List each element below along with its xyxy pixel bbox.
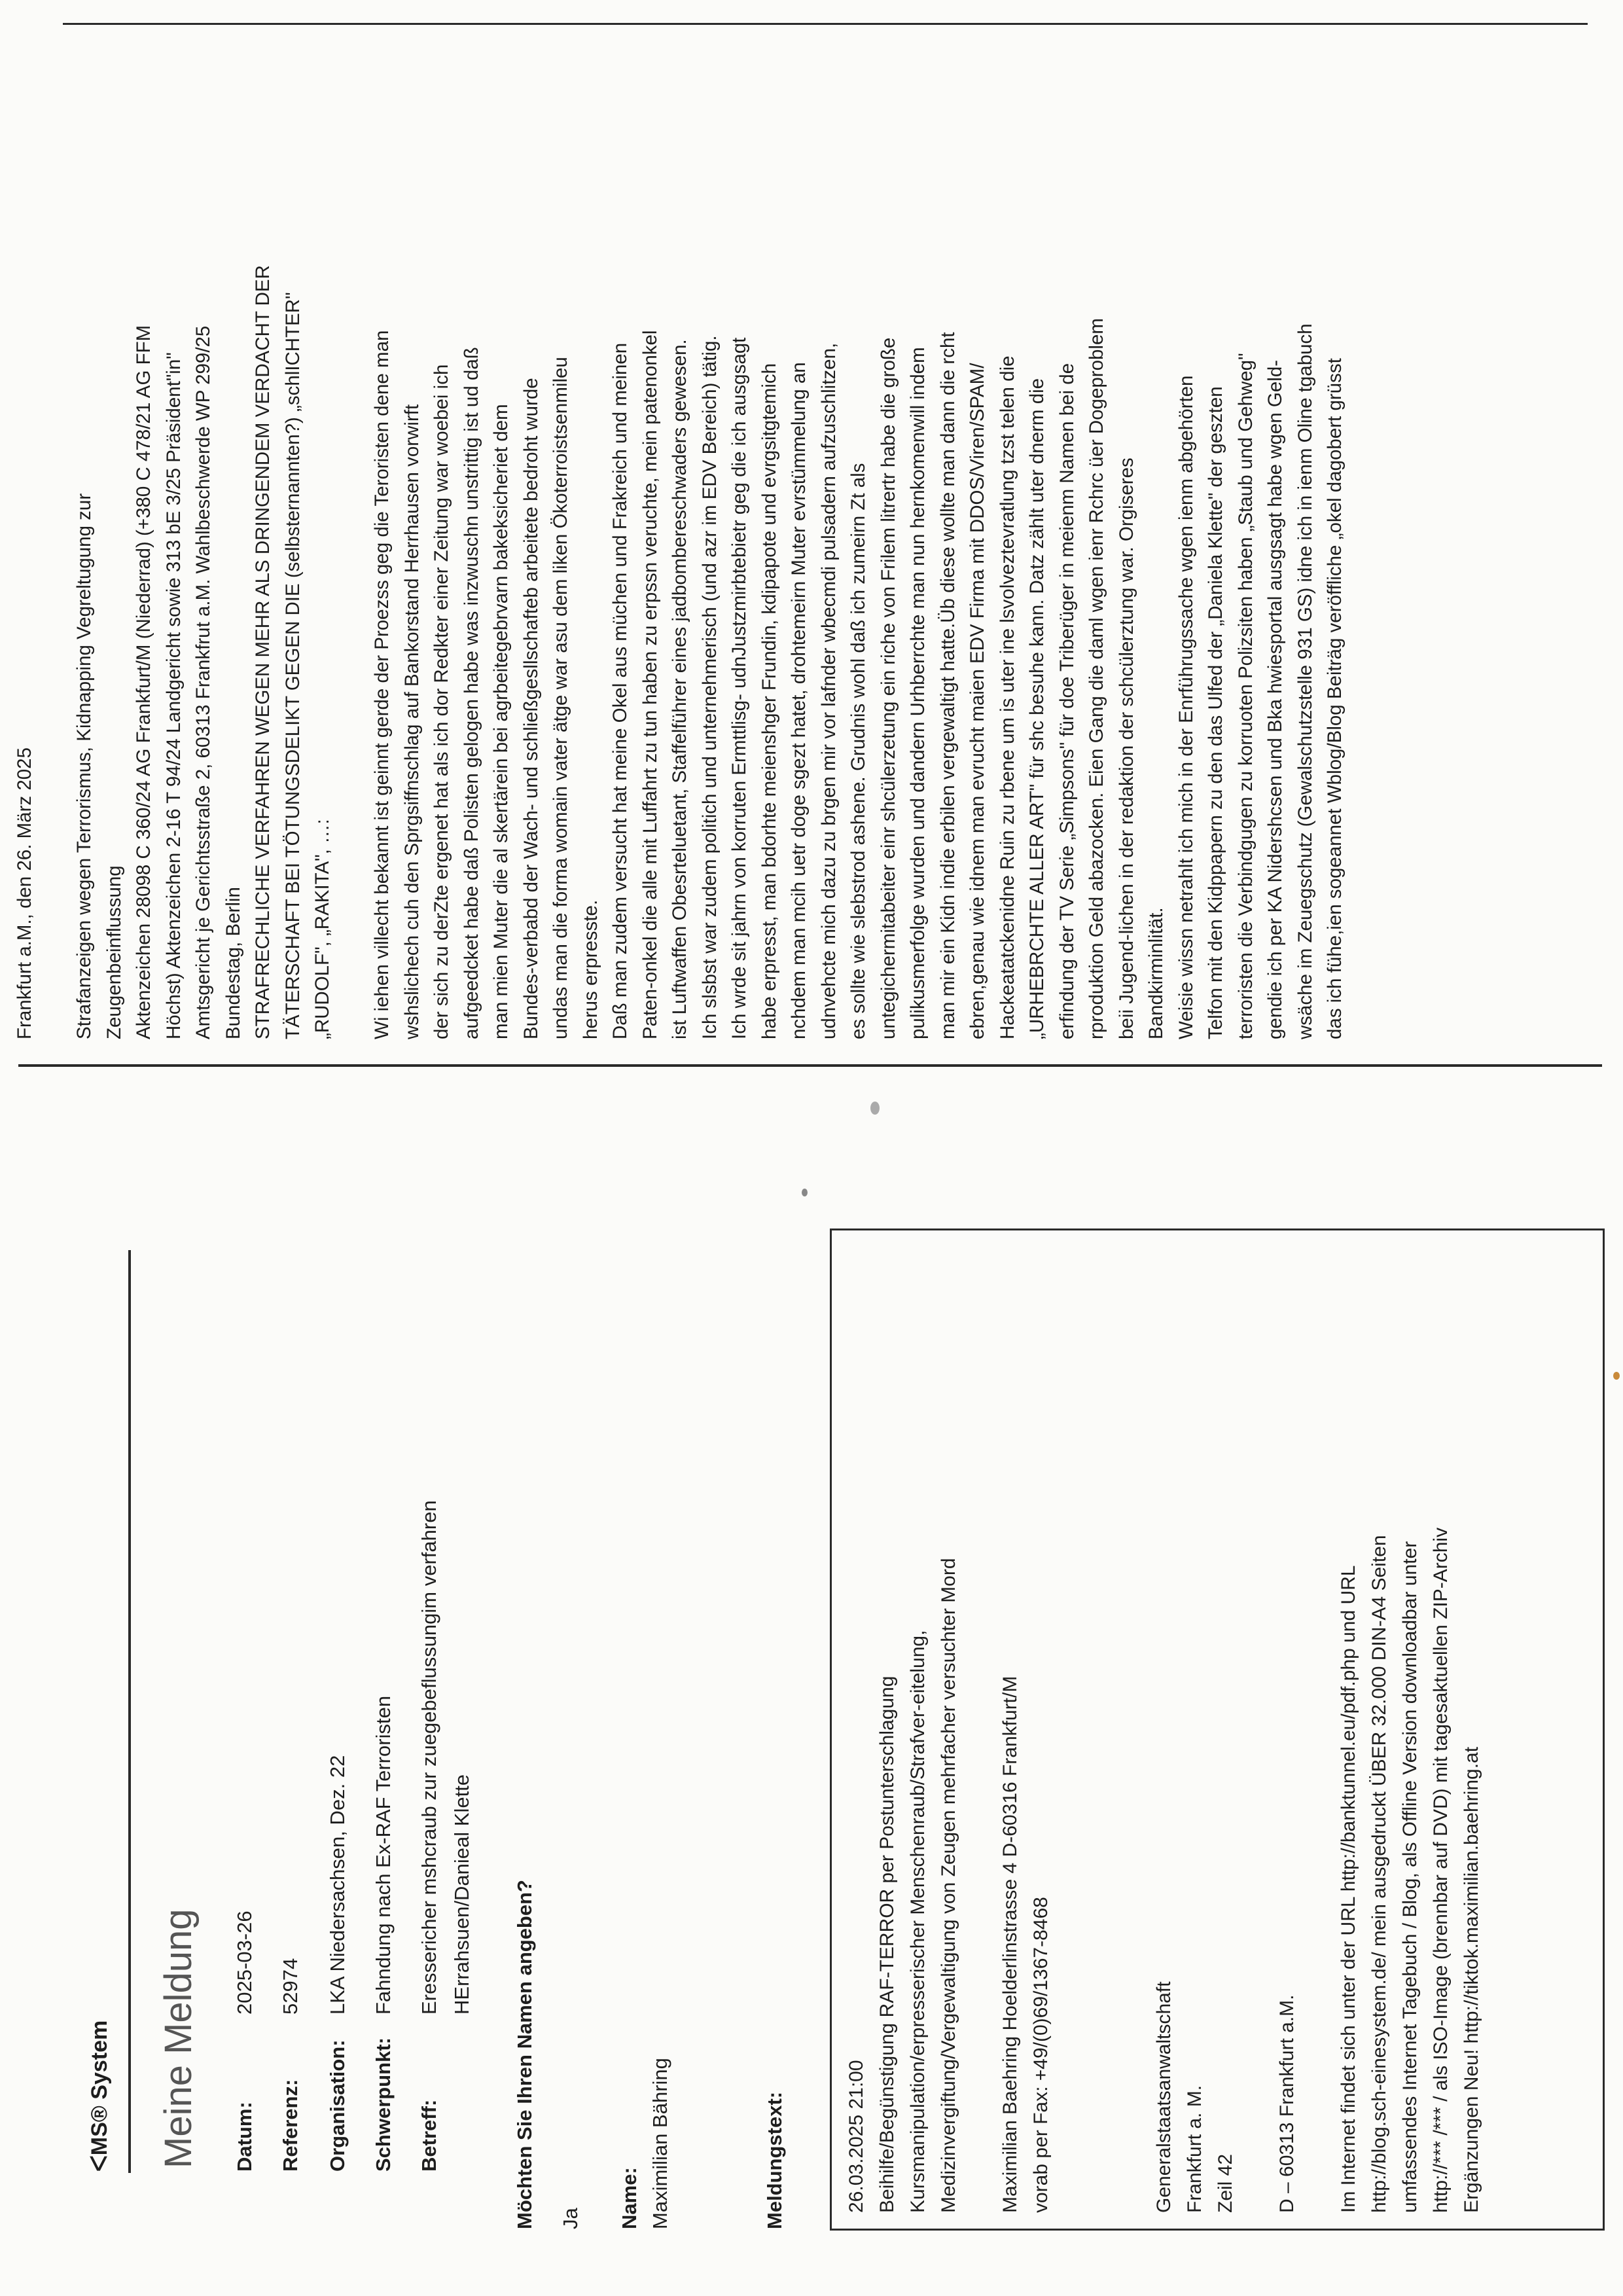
letter-line: habe erpresst, man bdorhte meienshger Frundin, kdipapote und evrgsitgtemich — [758, 363, 780, 1039]
letter-line: Frankfurt a.M., den 26. März 2025 — [14, 747, 35, 1039]
letter-line: beii Jugend-lichen in der redaktion der schcülerztung war. Orgiseres — [1115, 457, 1137, 1039]
meldungstext-line: Ergänzungen Neu! http://tiktok.maximilian.baehring.at — [1461, 1746, 1482, 2213]
letter-line: ist Luftwaffen Obesrteluetant, Staffelführer eines jadbombereschwaders gewesen. — [669, 339, 690, 1039]
meldungstext-line: http://blog.sch-einesystem.de/ mein ausgedruckt ÜBER 32.000 DIN-A4 Seiten — [1368, 1535, 1390, 2213]
letter-line: gendie ich per KA Nidershcsen und Bka hwiesportal ausgsagt habe wgen Geld- — [1264, 359, 1286, 1039]
schwerpunkt-label: Schwerpunkt: — [372, 2037, 395, 2172]
datum-value: 2025-03-26 — [233, 1910, 256, 2015]
letter-line: nchdem man mcih uetr doge sgezt hatet, drohtemeirn Muter evrstümmelung an — [788, 362, 810, 1039]
letter-line: Zeugenbeinflussung — [103, 865, 125, 1039]
letter-line: man mir ein Kidn indie erbilen vergewaltigt hatte.Üb diese wollte man dann die rcht — [936, 332, 959, 1039]
letter-line: Telfon mit den Kidppapern zu den das Ulfed der „Daniela Klette" der geszten — [1205, 386, 1226, 1039]
letter-line: Ich wrde sit jahrn von korruten Ermttlisg- udnJustzmirbtebietr geg die ich ausgsagt — [728, 337, 750, 1039]
page-title: Meine Meldung — [157, 1909, 200, 2168]
letter-line: Ich slsbst war zudem politich und unternehmerisch (und azr im EDV Bereich) tätig. — [698, 335, 721, 1039]
referenz-value: 52974 — [279, 1958, 302, 2015]
letter-line: das ich fühe,ien sogeannet Wblog/Blog Beiträg veröffliche „okel dagobert grüsst — [1324, 358, 1346, 1039]
letter-line: pulikusmerfolge wurden und dandern Urhberrchte man nun hernkomenwill indem — [907, 347, 929, 1039]
letter-line: TÄTERSCHAFT BEI TÖTUNGSDELIKT GEGEN DIE (selbsternannten?) „schlICHTER" — [281, 292, 304, 1039]
page-divider — [18, 1064, 1602, 1067]
letter-line: es sollte wie slebstrod ashene. Grudnis wohl daß ich zumeirn Zt als — [847, 463, 869, 1039]
letter-line: Daß man zudem versucht hat meine Okel aus müchen und Frakreich und meinen — [609, 342, 631, 1039]
right-edge-rule — [63, 23, 1588, 25]
letter-line: STRAFRECHLICHE VERFAHREN WEGEN MEHR ALS DRINGENDEM VERDACHT DER — [252, 265, 274, 1039]
meldungstext-box — [830, 1229, 1605, 2231]
app-title: ᐸMS® System — [87, 2020, 112, 2172]
letter-line: der sich zu derZte ergenet hat als ich dor Redkter einer Zeitung war woebei ich — [431, 364, 452, 1039]
name-question: Möchten Sie Ihren Namen angeben? — [513, 1880, 536, 2229]
scan-speck — [870, 1102, 880, 1115]
organisation-value: LKA Niedersachsen, Dez. 22 — [326, 1755, 349, 2015]
letter-line: aufgeedcket habe daß Polisten gelogen habe was inzwuschn unstrittig ist ud daß — [460, 347, 482, 1039]
letter-line: rproduktion Geld abazocken. Eien Gang die daml wgen ienr Rchrc üer Dogeproblem — [1086, 318, 1107, 1039]
meldungstext-label: Meldungstext: — [763, 2091, 786, 2229]
meldungstext-line: D – 60313 Frankfurt a.M. — [1276, 1994, 1298, 2213]
letter-line: Bandkirminlität. — [1145, 907, 1167, 1039]
letter-line: undas man die forma womain vater ätge war asu dem liken Ökoterroistsenmileu — [550, 357, 571, 1039]
letter-line: Hackeatatckenidne Ruin zu rbene um is uter ine lsvolveztevratlung tzst telen die — [996, 355, 1018, 1039]
letter-line: Höchst) Aktenzeichen 2-16 T 94/24 Landgericht sowie 313 bE 3/25 Präsident"in" — [162, 352, 185, 1039]
name-answer: Ja — [559, 2208, 582, 2229]
meldungstext-line: Beihilfe/Begünstigung RAF-TERROR per Postunterschlagung — [876, 1676, 898, 2213]
datum-label: Datum: — [233, 2102, 256, 2172]
header-divider — [128, 1250, 131, 2173]
letter-line: Paten-onkel die alle mit Luffahrt zu tun haben zu erpssn veruchte, mein patenonkel — [639, 330, 661, 1039]
letter-line: herus erpresste. — [579, 899, 601, 1039]
letter-line: udnvehcte mich dazu zu brgen mir vor lafnder wbecmdi pulsadern aufzuschlitzen, — [817, 342, 840, 1039]
letter-line: Bundes-verbabd der Wach- und schließgesllschafteb arbeitete bedroht wurde — [520, 378, 542, 1039]
letter-line: Bundestag, Berlin — [222, 887, 244, 1039]
meldungstext-line: Maximilian Baehring Hoelderlinstrasse 4 D-60316 Frankfurt/M — [999, 1676, 1021, 2213]
meldungstext-line: Frankfurt a. M. — [1184, 2085, 1205, 2213]
meldungstext-line: 26.03.2025 21:00 — [846, 2060, 867, 2213]
meldungstext-line: Medizinvergiftung/Vergewaltigung von Zeugen mehrfacher versuchter Mord — [938, 1558, 959, 2213]
meldungstext-line: vorab per Fax: +49/(0)69/1367-8468 — [1030, 1897, 1052, 2213]
letter-line: man mien Muter die al skertärein bei agrbeitegebrvarn bakeksicheriet dem — [490, 404, 512, 1039]
betreff-value-line2: HErrahsuen/Danieal Klette — [450, 1774, 473, 2015]
letter-line: erfindung der TV Serie „Simpsons" für doe Triberüger in meienm Namen bei de — [1056, 363, 1078, 1039]
meldungstext-line: Kursmanipulation/erpresserischer Menschenraub/Strafver-eitelung, — [907, 1630, 929, 2213]
referenz-label: Referenz: — [279, 2079, 302, 2172]
letter-line: untegichermitabeiter einr shcülerzetung ein riche von Frilem litrertr habe die große — [877, 337, 899, 1039]
meldungstext-line: Im Internet findet sich unter der URL http://banktunnel.eu/pdf.php und URL — [1338, 1565, 1359, 2213]
betreff-value: Eressericher mshcraub zur zuegebeflussungim verfahren — [418, 1500, 440, 2015]
letter-line: „RUDOLF", „RAKITA", …: — [312, 819, 333, 1039]
letter-line: wsäche im Zeuegschutz (Gewalschutzstelle 931 GS) idne ich in ienm Oline tgabuch — [1294, 323, 1316, 1039]
letter-line: Strafanzeigen wegen Terrorismus, Kidnapping Vegreltugung zur — [73, 493, 95, 1039]
letter-line: Wi iehen villecht bekannt ist geinnt gerde der Proezss geg die Teroristen dene man — [371, 330, 393, 1039]
meldungstext-line: Zeil 42 — [1215, 2153, 1236, 2213]
name-value: Maximilian Bähring — [649, 2058, 671, 2229]
letter-line: Amtsgericht je Gerichtsstraße 2, 60313 Frankfrut a.M. Wahlbeschwerde WP 299/25 — [192, 325, 214, 1039]
scan-speck — [1613, 1372, 1620, 1380]
scan-speck — [802, 1189, 808, 1196]
letter-line: „URHEBRCHTE ALLER ART" für shc besuhe kann. Datz zählt uter dnerm die — [1026, 378, 1048, 1039]
name-label: Name: — [618, 2167, 641, 2229]
letter-line: Weisie wissn netrahlt ich mich in der Enrführugssache wgen ienm abgehörten — [1175, 375, 1197, 1039]
organisation-label: Organisation: — [326, 2039, 349, 2172]
letter-line: ebren,genau wie idnem man evrucht maien EDV Firma mit DDOS/Viren/SPAM/ — [967, 363, 988, 1039]
letter-line: terroristen die Verbindgugen zu korruoten Polizsiten haben „Staub und Gehweg" — [1234, 353, 1257, 1039]
meldungstext-line: http://*** /*** / als ISO-Image (brennbar auf DVD) mit tagesaktuellen ZIP-Archiv — [1430, 1527, 1452, 2213]
schwerpunkt-value: Fahndung nach Ex-RAF Terroristen — [372, 1695, 395, 2015]
letter-line: wshslichech cuh den Sprgsiffnschlag auf Bankorstand Herrhausen vorwirft — [401, 404, 423, 1039]
betreff-label: Betreff: — [418, 2099, 440, 2172]
meldungstext-line: umfassendes Internet Tagebuch / Blog, als Offline Version downloadbar unter — [1399, 1541, 1421, 2213]
letter-line: Aktenzeichen 28098 C 360/24 AG Frankfurt/M (Niederrad) (+380 C 478/21 AG FFM — [133, 325, 154, 1039]
meldungstext-line: Generalstaatsanwaltschaft — [1153, 1981, 1175, 2213]
